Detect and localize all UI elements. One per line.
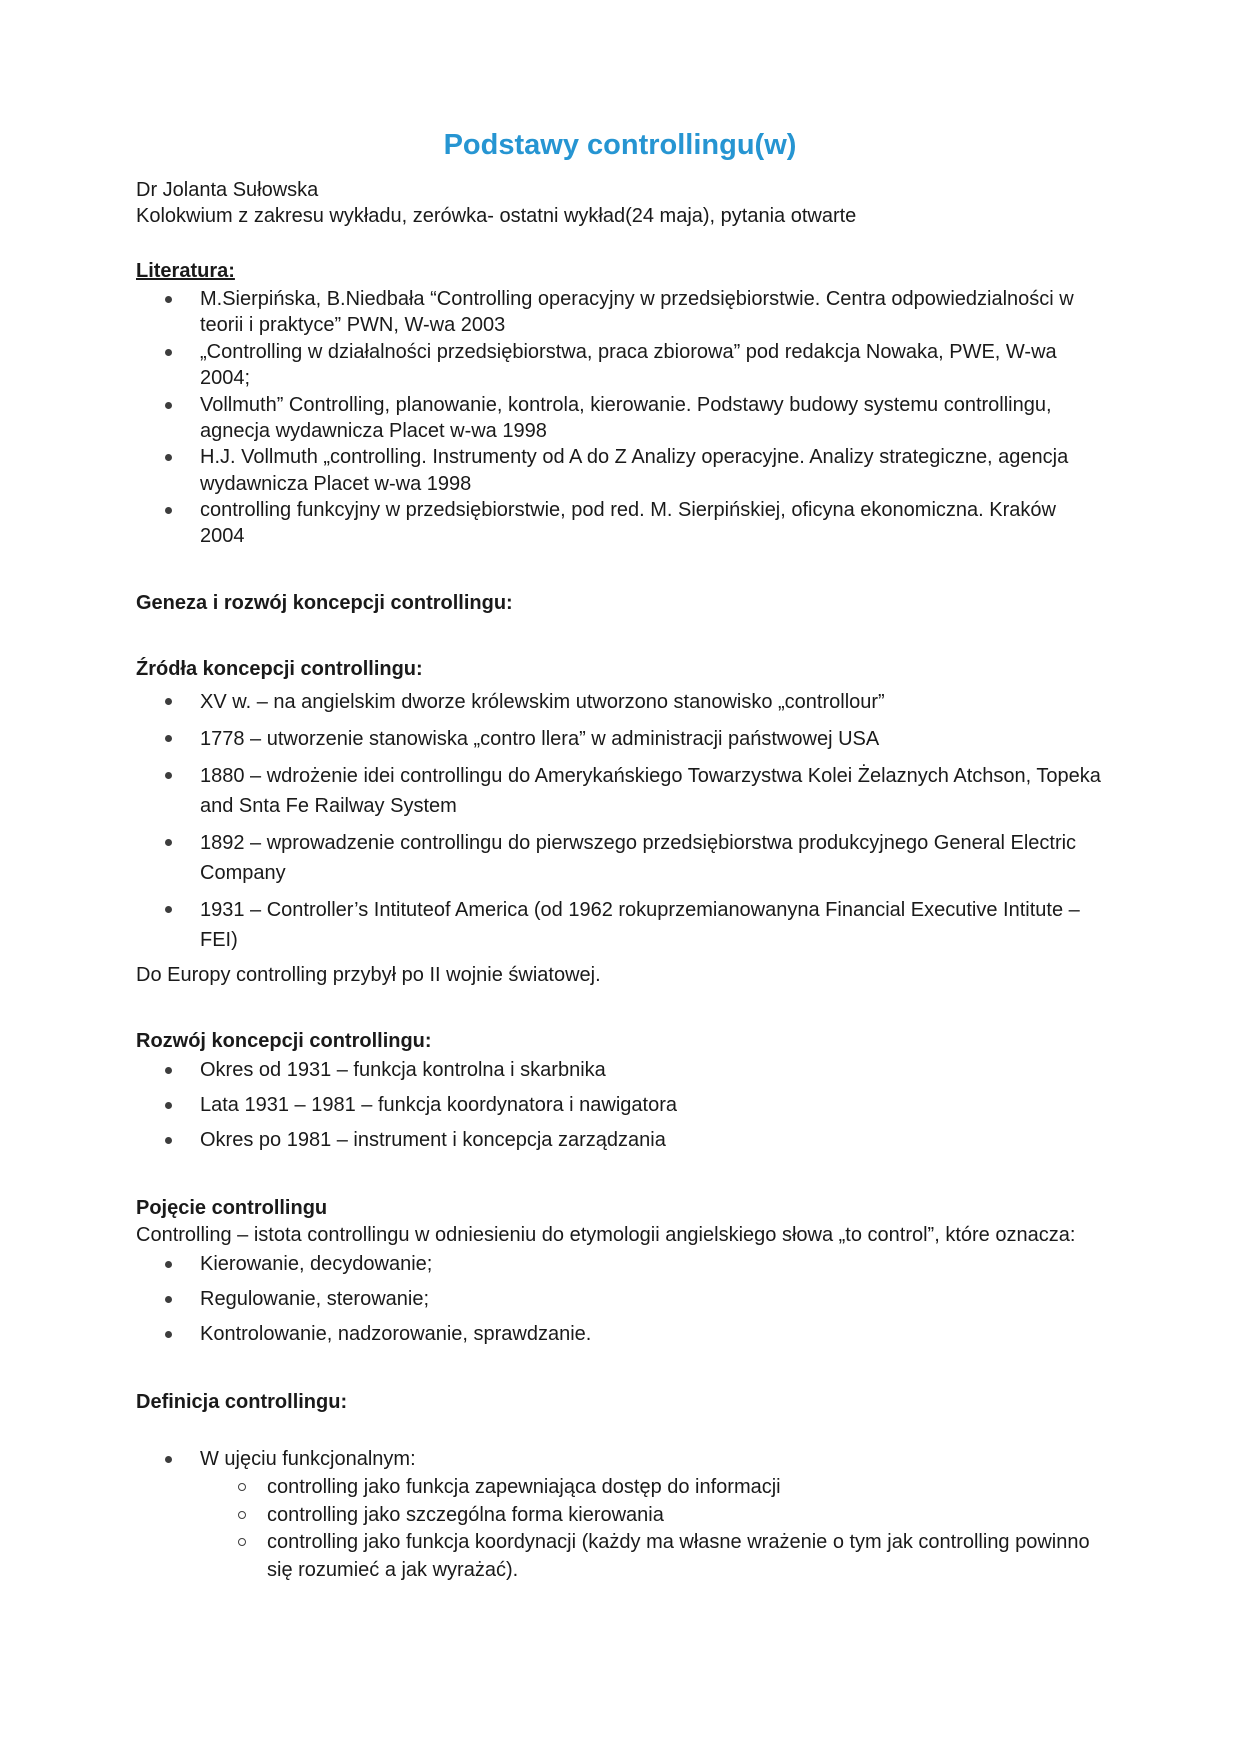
list-item-text: H.J. Vollmuth „controlling. Instrumenty od A do Z Analizy operacyjne. Analizy strategiczne, agencja wydawnicza Placet w-wa 1998	[200, 446, 1069, 495]
list-item-text: 1880 – wdrożenie idei controllingu do Amerykańskiego Towarzystwa Kolei Żelaznych Atchson, Topeka and Snta Fe Railway System	[200, 764, 1101, 817]
section-heading-pojecie: Pojęcie controllingu	[136, 1197, 328, 1220]
list-item	[136, 687, 1104, 717]
bullet-icon	[165, 507, 172, 514]
pojecie-intro-line: Controlling – istota controllingu w odniesieniu do etymologii angielskiego słowa „to control”, które oznacza:	[136, 1223, 1076, 1246]
list-item-text: 1778 – utworzenie stanowiska „contro llera” w administracji państwowej USA	[200, 727, 880, 750]
zrodla-footer-line: Do Europy controlling przybył po II wojnie światowej.	[136, 963, 601, 986]
list-item	[136, 761, 1104, 821]
list-item-text: Kontrolowanie, nadzorowanie, sprawdzanie.	[200, 1323, 592, 1346]
rozwoj-list	[136, 1056, 1104, 1155]
definicja-sublist	[200, 1474, 1104, 1584]
literatura-list	[136, 286, 1104, 550]
bullet-icon	[165, 1261, 172, 1268]
bullet-icon	[165, 349, 172, 356]
bullet-icon	[165, 772, 172, 779]
list-item-label: W ujęciu funkcjonalnym:	[200, 1447, 416, 1470]
list-item-text: Okres po 1981 – instrument i koncepcja zarządzania	[200, 1129, 666, 1152]
sub-list-item-text: controlling jako funkcja zapewniająca dostęp do informacji	[267, 1476, 781, 1498]
list-item	[136, 828, 1104, 888]
list-item	[136, 444, 1104, 497]
section-heading-zrodla: Źródła koncepcji controllingu:	[136, 658, 423, 681]
bullet-icon	[165, 735, 172, 742]
list-item	[136, 497, 1104, 550]
list-item	[136, 1091, 1104, 1120]
bullet-icon	[165, 1102, 172, 1109]
circle-bullet-icon	[238, 1538, 246, 1546]
list-item	[136, 1250, 1104, 1279]
list-item	[136, 1056, 1104, 1085]
list-item-text: XV w. – na angielskim dworze królewskim utworzono stanowisko „controllour”	[200, 690, 885, 713]
bullet-icon	[165, 1137, 172, 1144]
bullet-icon	[165, 1067, 172, 1074]
list-item-text: „Controlling w działalności przedsiębiorstwa, praca zbiorowa” pod redakcja Nowaka, PWE, W-wa 2004;	[200, 340, 1057, 390]
bullet-icon	[165, 454, 172, 461]
list-item-text: Vollmuth” Controlling, planowanie, kontrola, kierowanie. Podstawy budowy systemu controllingu, agnecja wydawnicza Placet w-wa 1998	[200, 393, 1052, 442]
sub-list-item	[200, 1502, 1104, 1530]
bullet-icon	[165, 839, 172, 846]
list-item	[136, 1446, 1104, 1585]
list-item	[136, 1285, 1104, 1314]
list-item-text: Regulowanie, sterowanie;	[200, 1288, 430, 1311]
section-heading-rozwoj: Rozwój koncepcji controllingu:	[136, 1030, 432, 1053]
list-item	[136, 286, 1104, 339]
definicja-list	[136, 1446, 1104, 1585]
bullet-icon	[165, 1331, 172, 1338]
zrodla-list	[136, 687, 1104, 955]
list-item-text: 1892 – wprowadzenie controllingu do pierwszego przedsiębiorstwa produkcyjnego General Electric Company	[200, 831, 1077, 884]
sub-list-item	[200, 1474, 1104, 1502]
list-item	[136, 724, 1104, 754]
list-item-text: Kierowanie, decydowanie;	[200, 1253, 433, 1276]
list-item-text: controlling funkcyjny w przedsiębiorstwie, pod red. M. Sierpińskiej, oficyna ekonomiczna. Kraków 2004	[200, 499, 1056, 548]
circle-bullet-icon	[238, 1511, 246, 1519]
sub-list-item	[200, 1529, 1104, 1584]
list-item-text: Okres od 1931 – funkcja kontrolna i skarbnika	[200, 1059, 606, 1082]
section-heading-geneza: Geneza i rozwój koncepcji controllingu:	[136, 591, 513, 614]
list-item	[136, 392, 1104, 445]
bullet-icon	[165, 698, 172, 705]
list-item-text: 1931 – Controller’s Intituteof America (od 1962 rokuprzemianowanyna Financial Executive Intitute – FEI)	[200, 898, 1080, 951]
list-item	[136, 895, 1104, 955]
list-item-text	[200, 1446, 1104, 1585]
list-item	[136, 339, 1104, 392]
exam-info-line: Kolokwium z zakresu wykładu, zerówka- ostatni wykład(24 maja), pytania otwarte	[136, 205, 857, 228]
pojecie-list	[136, 1250, 1104, 1349]
sub-list-item-text: controlling jako funkcja koordynacji (każdy ma własne wrażenie o tym jak controlling powinno się rozumieć a jak wyrażać).	[267, 1531, 1090, 1581]
bullet-icon	[165, 906, 172, 913]
list-item	[136, 1126, 1104, 1155]
author-line: Dr Jolanta Sułowska	[136, 178, 319, 201]
bullet-icon	[165, 402, 172, 409]
bullet-icon	[165, 1296, 172, 1303]
section-heading-literatura: Literatura:	[136, 259, 235, 282]
list-item-text: M.Sierpińska, B.Niedbała “Controlling operacyjny w przedsiębiorstwie. Centra odpowiedzialności w teorii i praktyce” PWN, W-wa 2003	[200, 287, 1074, 337]
sub-list-item-text: controlling jako szczególna forma kierowania	[267, 1503, 664, 1526]
list-item-text: Lata 1931 – 1981 – funkcja koordynatora i nawigatora	[200, 1094, 678, 1117]
document-title: Podstawy controllingu(w)	[443, 129, 797, 161]
list-item	[136, 1320, 1104, 1349]
circle-bullet-icon	[238, 1483, 246, 1491]
section-heading-definicja: Definicja controllingu:	[136, 1391, 348, 1414]
bullet-icon	[165, 296, 172, 303]
bullet-icon	[165, 1456, 172, 1463]
